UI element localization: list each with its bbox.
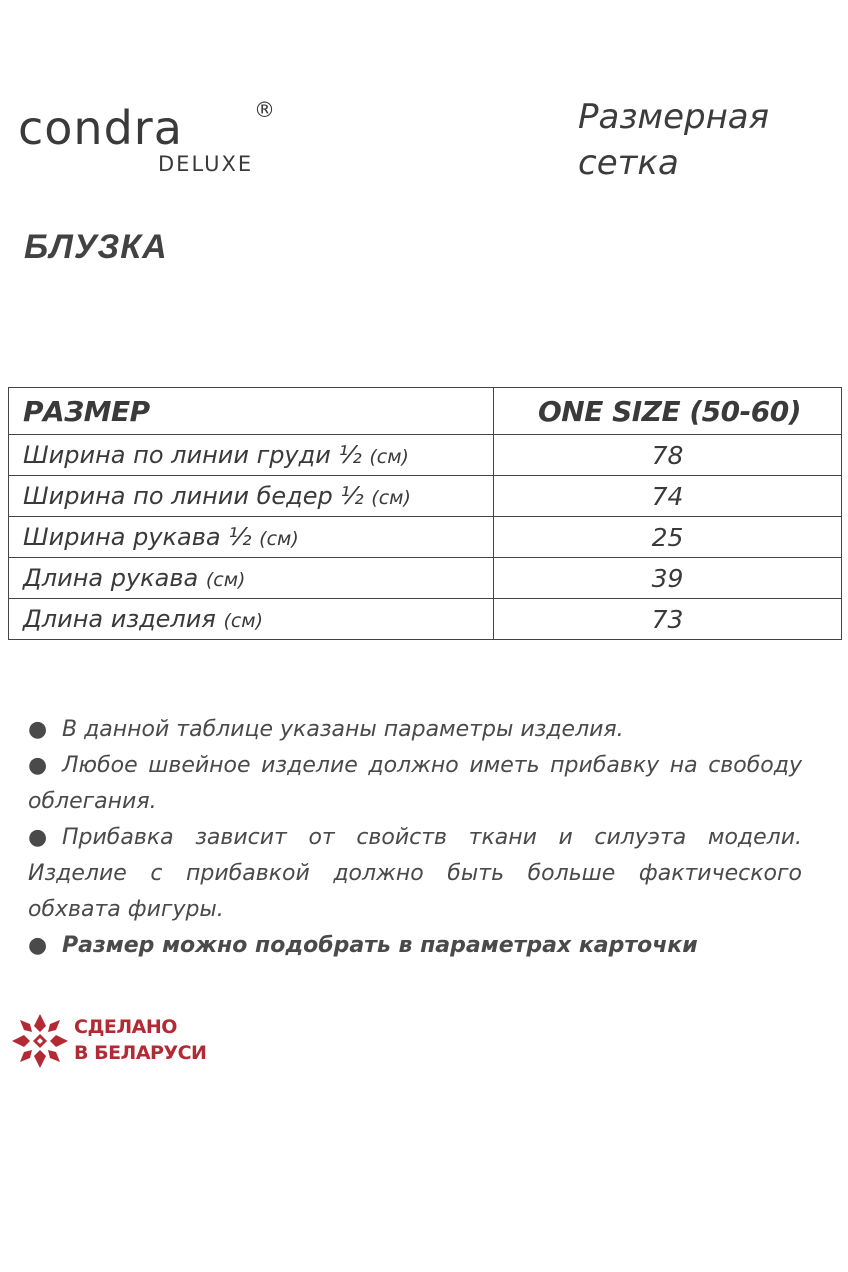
row-label: [9, 476, 494, 517]
row-label-text: Ширина по линии груди ½: [23, 441, 362, 469]
row-label: [9, 435, 494, 476]
notes-list: [28, 712, 802, 964]
row-value: 78: [494, 435, 842, 476]
note-text: Прибавка зависит от свойств ткани и силуэта модели. Изделие с прибавкой должно быть больше фактического обхвата фигуры.: [28, 825, 802, 922]
row-label-text: Длина изделия: [23, 605, 216, 633]
row-unit: (см): [259, 528, 299, 550]
registered-mark: ®: [254, 98, 275, 122]
row-value: 39: [494, 558, 842, 599]
note-text: В данной таблице указаны параметры изделия.: [62, 717, 624, 742]
bullet-icon: ●: [28, 825, 48, 850]
table-row: [9, 517, 842, 558]
note-text: Размер можно подобрать в параметрах карточки: [62, 933, 698, 958]
brand-name: condra: [18, 101, 183, 155]
row-label-text: Ширина по линии бедер ½: [23, 482, 364, 510]
document-title-line-2: сетка: [578, 143, 679, 183]
row-unit: (см): [223, 610, 264, 632]
row-label: [9, 599, 494, 640]
list-item: [28, 928, 802, 964]
size-table-header: [9, 388, 842, 435]
made-in-belarus-badge: [10, 1010, 210, 1072]
row-label: [9, 558, 494, 599]
row-label-text: Длина рукава: [23, 564, 206, 592]
row-unit: (см): [205, 569, 246, 591]
document-title: [578, 94, 838, 186]
row-value: 74: [494, 476, 842, 517]
product-name: БЛУЗКА: [24, 228, 168, 266]
row-label-text: Ширина рукава ½: [23, 523, 252, 551]
row-unit: (см): [371, 487, 411, 509]
list-item: [28, 820, 802, 928]
brand-logo: [18, 96, 280, 180]
row-unit: (см): [369, 446, 409, 468]
made-in-text: [74, 1014, 206, 1066]
table-row: [9, 599, 842, 640]
table-row: [9, 558, 842, 599]
made-in-line-1: СДЕЛАНО: [74, 1016, 177, 1038]
bullet-icon: ●: [28, 933, 48, 958]
table-row: [9, 435, 842, 476]
row-value: 73: [494, 599, 842, 640]
list-item: [28, 712, 802, 748]
ornament-icon: [10, 1010, 70, 1072]
bullet-icon: ●: [28, 717, 48, 742]
document-title-line-1: Размерная: [578, 97, 770, 137]
made-in-line-2: В БЕЛАРУСИ: [74, 1042, 207, 1064]
header-size-value: ONE SIZE (50-60): [494, 388, 842, 435]
row-label: [9, 517, 494, 558]
brand-subtitle: DELUXE: [158, 152, 254, 176]
size-table: [8, 387, 842, 640]
bullet-icon: ●: [28, 753, 48, 778]
row-value: 25: [494, 517, 842, 558]
header-size-label: РАЗМЕР: [9, 388, 494, 435]
note-text: Любое швейное изделие должно иметь прибавку на свободу облегания.: [28, 753, 802, 814]
table-row: [9, 476, 842, 517]
list-item: [28, 748, 802, 820]
